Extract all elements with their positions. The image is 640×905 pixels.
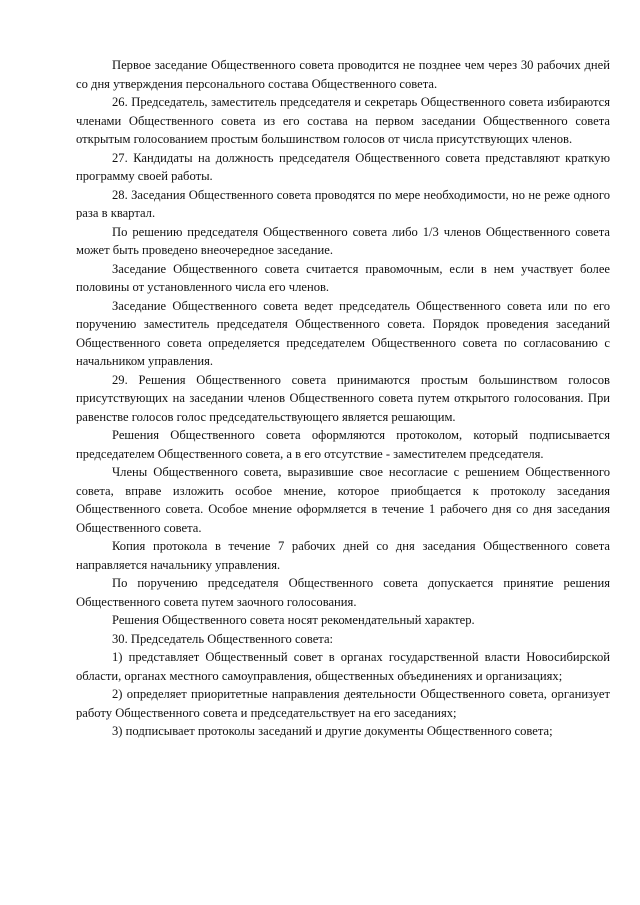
paragraph-absentee-vote: По поручению председателя Общественного совета допускается принятие решения Общественного совета путем заочного голосования.	[76, 576, 610, 609]
paragraph-28: 28. Заседания Общественного совета проводятся по мере необходимости, но не реже одного раза в квартал.	[76, 187, 610, 220]
paragraph-first-meeting: Первое заседание Общественного совета проводится не позднее чем через 30 рабочих дней со дня утверждения персонального состава Общественного совета.	[76, 58, 610, 91]
document-page	[76, 56, 610, 741]
paragraph-29: 29. Решения Общественного совета принимаются простым большинством голосов присутствующих на заседании членов Общественного совета путем открытого голосования. При равенстве голосов голос председательствующего является решающим.	[76, 372, 610, 424]
paragraph-dissent: Члены Общественного совета, выразившие свое несогласие с решением Общественного совета, вправе изложить особое мнение, которое приобщается к протоколу заседания Общественного совета. Особое мнение оформляется в течение 1 рабочего дня со дня заседания Общественного совета.	[76, 465, 610, 535]
paragraph-30: 30. Председатель Общественного совета:	[112, 631, 334, 646]
list-item-3: 3) подписывает протоколы заседаний и другие документы Общественного совета;	[112, 724, 553, 738]
paragraph-recommendations: Решения Общественного совета носят рекомендательный характер.	[112, 613, 475, 627]
paragraph-protocol-copy: Копия протокола в течение 7 рабочих дней со дня заседания Общественного совета направляется начальнику управления.	[76, 539, 610, 572]
paragraph-extraordinary-meeting: По решению председателя Общественного совета либо 1/3 членов Общественного совета может быть проведено внеочередное заседание.	[76, 224, 610, 257]
list-item-1: 1) представляет Общественный совет в органах государственной власти Новосибирской области, органах местного самоуправления, общественных объединениях и организациях;	[76, 650, 610, 683]
list-item-2: 2) определяет приоритетные направления деятельности Общественного совета, организует работу Общественного совета и председательствует на его заседаниях;	[76, 687, 610, 720]
paragraph-protocol: Решения Общественного совета оформляются протоколом, который подписывается председателем Общественного совета, а в его отсутствие - заместителем председателя.	[76, 428, 610, 461]
paragraph-quorum: Заседание Общественного совета считается правомочным, если в нем участвует более половины от установленного числа его членов.	[76, 261, 610, 294]
paragraph-26: 26. Председатель, заместитель председателя и секретарь Общественного совета избираются членами Общественного совета из его состава на первом заседании Общественного совета открытым голосованием простым большинством голосов от числа присутствующих членов.	[76, 95, 610, 146]
paragraph-27: 27. Кандидаты на должность председателя Общественного совета представляют краткую программу своей работы.	[76, 150, 610, 183]
paragraph-chairing: Заседание Общественного совета ведет председатель Общественного совета или по его поручению заместитель председателя Общественного совета. Порядок проведения заседаний Общественного совета определяется председателем Общественного совета по согласованию с начальником управления.	[76, 298, 610, 368]
